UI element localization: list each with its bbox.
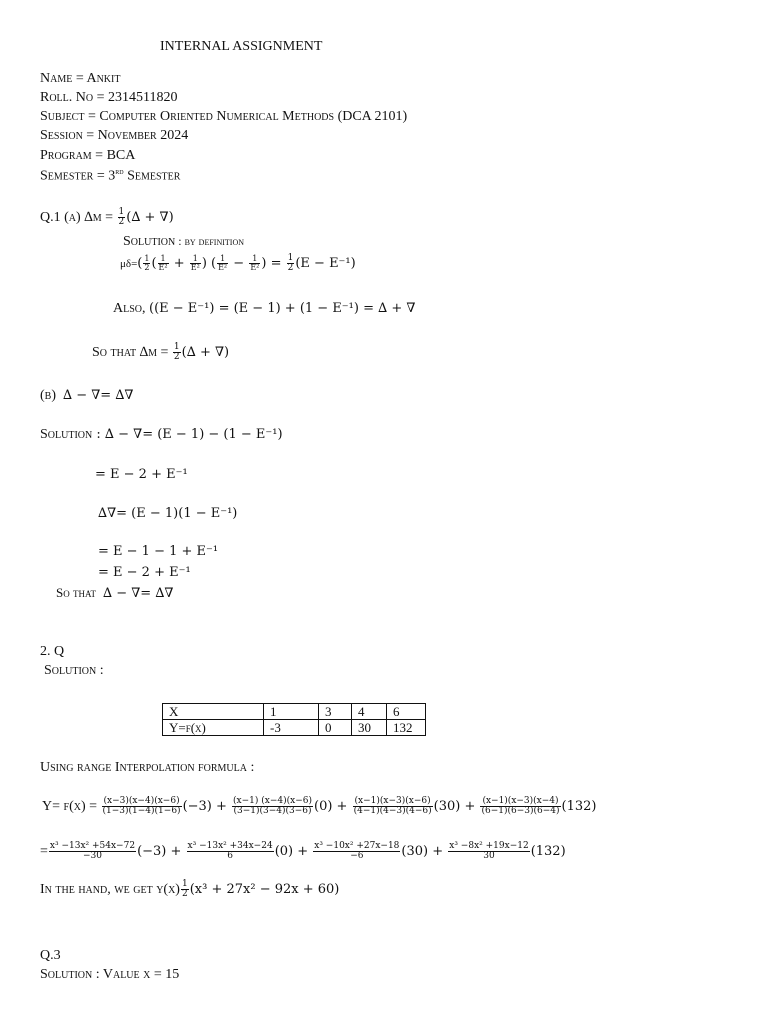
q2-solution-heading: Solution :	[44, 663, 104, 678]
q1b-step-3: = E − 1 − 1 + E⁻¹	[98, 544, 219, 559]
q3-solution: Solution : Value x = 15	[40, 967, 180, 982]
student-name: Name = Ankit	[40, 71, 121, 86]
table-row	[163, 720, 426, 736]
q1b-step-4: = E − 2 + E⁻¹	[98, 565, 191, 580]
semester: Semester = 3rd Semester	[40, 167, 181, 184]
q3-label: Q.3	[40, 948, 61, 963]
q1b-question: (b) ∆ − ∇= ∆∇	[40, 388, 134, 403]
q2-label: 2. Q	[40, 644, 65, 659]
table-cell: X	[163, 704, 264, 720]
table-cell: Y=f(x)	[163, 720, 264, 736]
q1a-conclusion: So that ∆m = $\frac{1}{2}$ (∆ + ∇)	[92, 342, 230, 363]
q1a-mu-delta-line: μδ=( $\frac{1}{2}$ ( $\frac{1}{\text{E²}}$ + $\frac{1}{\text{E²}}$ ) ( $\frac{1}{\text{E²}}$ − $\frac{1}{\text{E²}}$ ) = $\frac{1}{2}$ (E − E⁻¹)	[120, 253, 356, 274]
roll-number: Roll. No = 2314511820	[40, 90, 178, 105]
table-cell: 3	[319, 704, 352, 720]
expanded-formula: = $\frac{\text{x³ −13x² +54x−72}}{-30}$ (−3) + $\frac{\text{x³ −13x² +34x−24}}{6}$ (0) + $\frac{\text{x³ −10x² +27x−18}}{-6}$ (30) + $\frac{\text{x³ −8x² +19x−12}}{30}$ (132)	[40, 841, 566, 862]
program: Program = BCA	[40, 148, 136, 163]
table-cell: 132	[387, 720, 426, 736]
q1a-question: Q.1 (a) ∆m = $\frac{1}{2}$ (∆ + ∇)	[40, 207, 174, 228]
subject: Subject = Computer Oriented Numerical Methods (DCA 2101)	[40, 109, 408, 124]
q1b-solution: Solution : ∆ − ∇= (E − 1) − (1 − E⁻¹)	[40, 427, 283, 442]
table-cell: -3	[264, 720, 319, 736]
q1a-solution-heading: Solution : by definition	[123, 234, 245, 249]
lagrange-formula: Y= f(x) = $\frac{(x-3)(x-4)(x-6)}{(1-3)(1-4)(1-6)}$ (−3) + $\frac{(x-1) (x-4)(x-6)}{(3-1)(3-4)(3-6)}$ (0) + $\frac{(x-1)(x-3)(x-6)}{(4-1)(4-3)(4-6)}$ (30) + $\frac{(x-1)(x-3)(x-4)}{(6-1)(6-3)(6-4)}$ (132)	[42, 796, 597, 817]
table-cell: 0	[319, 720, 352, 736]
table-cell: 6	[387, 704, 426, 720]
q1a-also-line: Also, ((E − E⁻¹) = (E − 1) + (1 − E⁻¹) = ∆ + ∇	[113, 301, 416, 316]
table-cell: 30	[352, 720, 387, 736]
session: Session = November 2024	[40, 128, 189, 143]
table-row	[163, 704, 426, 720]
page-title: INTERNAL ASSIGNMENT	[160, 39, 323, 54]
table-cell: 4	[352, 704, 387, 720]
interpolation-heading: Using range Interpolation formula :	[40, 760, 255, 775]
q2-result: In the hand, we get y(x) $\frac{1}{2}$ (x³ + 27x² − 92x + 60)	[40, 879, 340, 900]
table-cell: 1	[264, 704, 319, 720]
data-table	[162, 703, 426, 736]
q1b-step-1: = E − 2 + E⁻¹	[95, 467, 188, 482]
q1b-step-2: ∆∇= (E − 1)(1 − E⁻¹)	[98, 506, 238, 521]
q1b-conclusion: So that ∆ − ∇= ∆∇	[56, 585, 174, 601]
